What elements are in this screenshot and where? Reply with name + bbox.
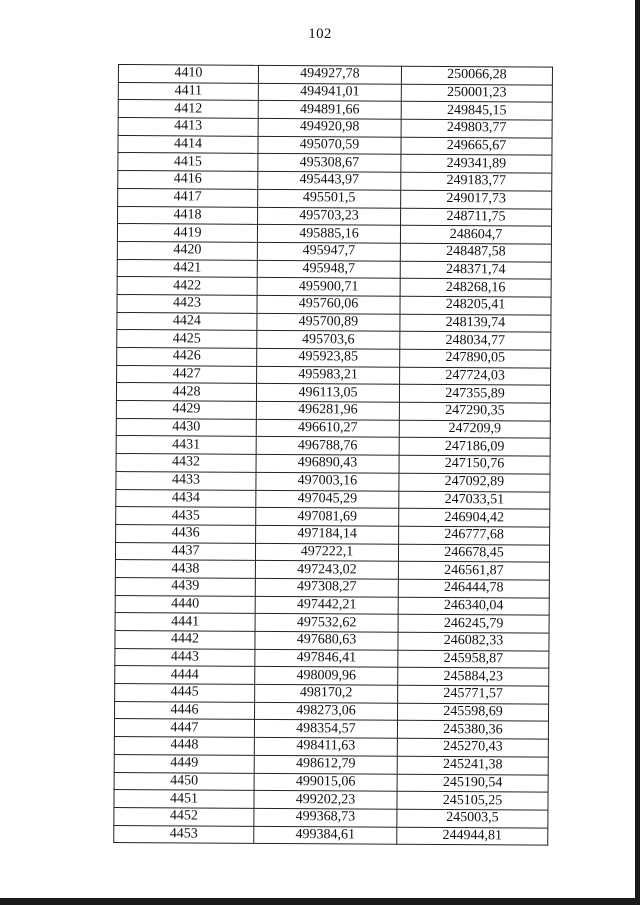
coordinates-table-body — [114, 65, 553, 846]
y-coordinate-cell: 247186,09 — [399, 438, 550, 457]
x-coordinate-cell: 494941,01 — [258, 83, 401, 102]
point-number-cell: 4437 — [115, 542, 255, 561]
point-number-cell: 4440 — [115, 595, 255, 614]
point-number-cell: 4422 — [117, 277, 257, 296]
point-number-cell: 4421 — [117, 259, 257, 278]
table-row — [114, 825, 548, 845]
point-number-cell: 4443 — [115, 648, 255, 667]
point-number-cell: 4453 — [114, 825, 254, 844]
x-coordinate-cell: 495070,59 — [258, 136, 401, 155]
y-coordinate-cell: 248139,74 — [400, 314, 551, 333]
y-coordinate-cell: 244944,81 — [397, 827, 548, 846]
x-coordinate-cell: 494927,78 — [258, 65, 401, 84]
x-coordinate-cell: 498170,2 — [255, 684, 398, 703]
x-coordinate-cell: 497184,14 — [256, 525, 399, 544]
y-coordinate-cell: 247890,05 — [400, 349, 551, 368]
y-coordinate-cell: 249803,77 — [401, 119, 552, 138]
y-coordinate-cell: 248034,77 — [400, 332, 551, 351]
point-number-cell: 4414 — [118, 135, 258, 154]
point-number-cell: 4452 — [114, 807, 254, 826]
point-number-cell: 4415 — [118, 153, 258, 172]
x-coordinate-cell: 497045,29 — [256, 490, 399, 509]
point-number-cell: 4442 — [115, 630, 255, 649]
x-coordinate-cell: 499368,73 — [254, 808, 397, 827]
x-coordinate-cell: 496281,96 — [256, 401, 399, 420]
y-coordinate-cell: 249845,15 — [401, 102, 552, 121]
y-coordinate-cell: 246678,45 — [398, 544, 549, 563]
y-coordinate-cell: 245105,25 — [397, 791, 548, 810]
point-number-cell: 4419 — [117, 224, 257, 243]
x-coordinate-cell: 497003,16 — [256, 472, 399, 491]
y-coordinate-cell: 247150,76 — [399, 455, 550, 474]
x-coordinate-cell: 495760,06 — [257, 295, 400, 314]
x-coordinate-cell: 495703,6 — [257, 331, 400, 350]
point-number-cell: 4427 — [117, 365, 257, 384]
point-number-cell: 4433 — [116, 471, 256, 490]
point-number-cell: 4430 — [116, 418, 256, 437]
point-number-cell: 4429 — [116, 401, 256, 420]
y-coordinate-cell: 247355,89 — [399, 385, 550, 404]
x-coordinate-cell: 495948,7 — [257, 260, 400, 279]
y-coordinate-cell: 248205,41 — [400, 296, 551, 315]
point-number-cell: 4446 — [114, 701, 254, 720]
point-number-cell: 4451 — [114, 790, 254, 809]
x-coordinate-cell: 495983,21 — [257, 366, 400, 385]
x-coordinate-cell: 494891,66 — [258, 101, 401, 120]
x-coordinate-cell: 497222,1 — [255, 543, 398, 562]
x-coordinate-cell: 498411,63 — [254, 737, 397, 756]
y-coordinate-cell: 249665,67 — [401, 137, 552, 156]
y-coordinate-cell: 246245,79 — [398, 615, 549, 634]
point-number-cell: 4431 — [116, 436, 256, 455]
coordinates-table — [113, 64, 553, 846]
x-coordinate-cell: 498612,79 — [254, 755, 397, 774]
point-number-cell: 4432 — [116, 454, 256, 473]
y-coordinate-cell: 247290,35 — [399, 402, 550, 421]
x-coordinate-cell: 498009,96 — [255, 667, 398, 686]
y-coordinate-cell: 250001,23 — [401, 84, 552, 103]
point-number-cell: 4438 — [115, 560, 255, 579]
x-coordinate-cell: 497680,63 — [255, 631, 398, 650]
y-coordinate-cell: 246777,68 — [399, 526, 550, 545]
y-coordinate-cell: 245598,69 — [397, 703, 548, 722]
y-coordinate-cell: 246444,78 — [398, 579, 549, 598]
y-coordinate-cell: 245241,38 — [397, 756, 548, 775]
y-coordinate-cell: 248604,7 — [400, 225, 551, 244]
x-coordinate-cell: 496890,43 — [256, 454, 399, 473]
y-coordinate-cell: 248711,75 — [401, 208, 552, 227]
y-coordinate-cell: 247092,89 — [399, 473, 550, 492]
point-number-cell: 4445 — [115, 684, 255, 703]
y-coordinate-cell: 249017,73 — [401, 190, 552, 209]
y-coordinate-cell: 249341,89 — [401, 155, 552, 174]
point-number-cell: 4413 — [118, 118, 258, 137]
point-number-cell: 4434 — [116, 489, 256, 508]
scan-border-bottom — [0, 898, 640, 905]
point-number-cell: 4450 — [114, 772, 254, 791]
point-number-cell: 4416 — [118, 171, 258, 190]
x-coordinate-cell: 495947,7 — [257, 242, 400, 261]
y-coordinate-cell: 249183,77 — [401, 172, 552, 191]
y-coordinate-cell: 245003,5 — [397, 809, 548, 828]
x-coordinate-cell: 497308,27 — [255, 578, 398, 597]
x-coordinate-cell: 494920,98 — [258, 118, 401, 137]
point-number-cell: 4410 — [118, 65, 258, 84]
x-coordinate-cell: 499202,23 — [254, 791, 397, 810]
y-coordinate-cell: 248268,16 — [400, 278, 551, 297]
y-coordinate-cell: 245884,23 — [398, 668, 549, 687]
x-coordinate-cell: 498354,57 — [254, 720, 397, 739]
point-number-cell: 4435 — [116, 507, 256, 526]
point-number-cell: 4439 — [115, 577, 255, 596]
y-coordinate-cell: 247033,51 — [399, 491, 550, 510]
x-coordinate-cell: 495443,97 — [258, 171, 401, 190]
point-number-cell: 4420 — [117, 241, 257, 260]
x-coordinate-cell: 495703,23 — [258, 207, 401, 226]
y-coordinate-cell: 246561,87 — [398, 561, 549, 580]
point-number-cell: 4449 — [114, 754, 254, 773]
point-number-cell: 4418 — [118, 206, 258, 225]
y-coordinate-cell: 245380,36 — [397, 721, 548, 740]
point-number-cell: 4428 — [116, 383, 256, 402]
y-coordinate-cell: 248487,58 — [400, 243, 551, 262]
point-number-cell: 4444 — [115, 666, 255, 685]
x-coordinate-cell: 499015,06 — [254, 773, 397, 792]
page-number: 102 — [308, 26, 332, 42]
x-coordinate-cell: 497442,21 — [255, 596, 398, 615]
point-number-cell: 4412 — [118, 100, 258, 119]
y-coordinate-cell: 247209,9 — [399, 420, 550, 439]
scan-border-right — [635, 0, 640, 905]
x-coordinate-cell: 495700,89 — [257, 313, 400, 332]
point-number-cell: 4426 — [117, 347, 257, 366]
y-coordinate-cell: 245958,87 — [398, 650, 549, 669]
coordinates-table-container — [113, 64, 552, 846]
x-coordinate-cell: 497243,02 — [255, 561, 398, 580]
point-number-cell: 4448 — [114, 737, 254, 756]
y-coordinate-cell: 250066,28 — [401, 66, 552, 85]
y-coordinate-cell: 245190,54 — [397, 774, 548, 793]
x-coordinate-cell: 496610,27 — [256, 419, 399, 438]
x-coordinate-cell: 495501,5 — [258, 189, 401, 208]
point-number-cell: 4423 — [117, 294, 257, 313]
point-number-cell: 4424 — [117, 312, 257, 331]
point-number-cell: 4425 — [117, 330, 257, 349]
x-coordinate-cell: 498273,06 — [254, 702, 397, 721]
x-coordinate-cell: 497081,69 — [256, 508, 399, 527]
point-number-cell: 4447 — [114, 719, 254, 738]
point-number-cell: 4411 — [118, 82, 258, 101]
point-number-cell: 4441 — [115, 613, 255, 632]
y-coordinate-cell: 248371,74 — [400, 261, 551, 280]
y-coordinate-cell: 247724,03 — [400, 367, 551, 386]
x-coordinate-cell: 495308,67 — [258, 154, 401, 173]
y-coordinate-cell: 245771,57 — [398, 685, 549, 704]
y-coordinate-cell: 246082,33 — [398, 632, 549, 651]
x-coordinate-cell: 495900,71 — [257, 278, 400, 297]
x-coordinate-cell: 496113,05 — [256, 384, 399, 403]
x-coordinate-cell: 497846,41 — [255, 649, 398, 668]
x-coordinate-cell: 497532,62 — [255, 614, 398, 633]
x-coordinate-cell: 496788,76 — [256, 437, 399, 456]
y-coordinate-cell: 245270,43 — [397, 738, 548, 757]
point-number-cell: 4436 — [116, 524, 256, 543]
x-coordinate-cell: 495885,16 — [257, 225, 400, 244]
y-coordinate-cell: 246340,04 — [398, 597, 549, 616]
y-coordinate-cell: 246904,42 — [399, 508, 550, 527]
point-number-cell: 4417 — [118, 188, 258, 207]
x-coordinate-cell: 499384,61 — [254, 826, 397, 845]
x-coordinate-cell: 495923,85 — [257, 348, 400, 367]
